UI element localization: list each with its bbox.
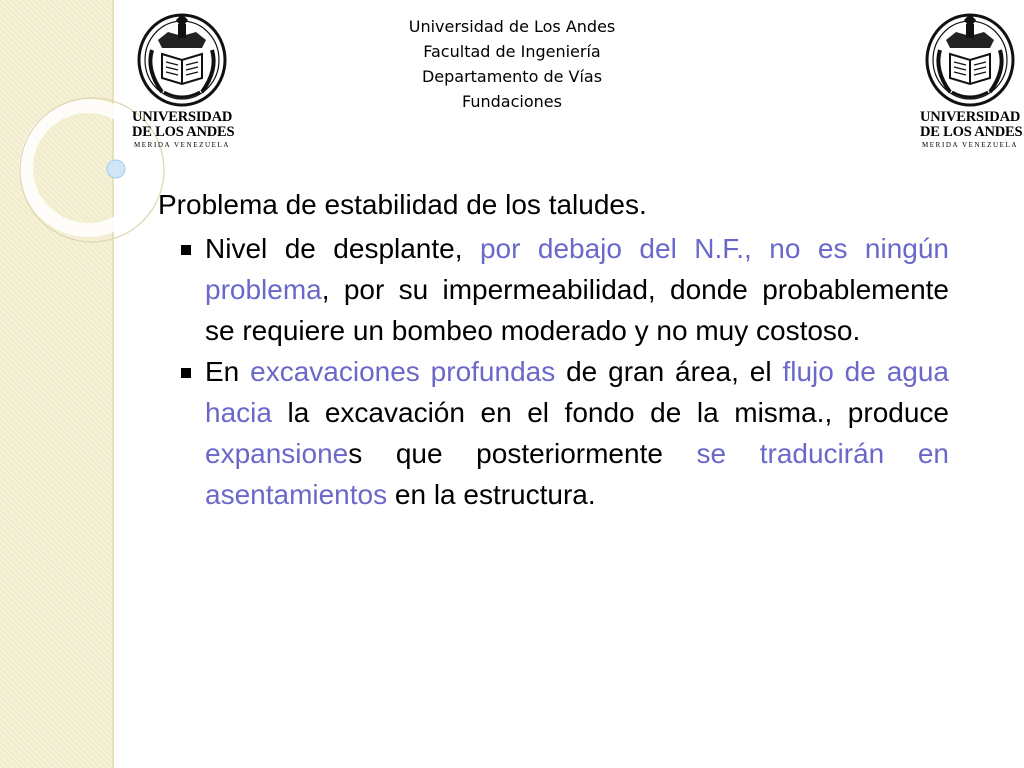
logo-name-line2: DE LOS ANDES [920, 124, 1023, 140]
bullet-item [205, 228, 949, 351]
bullet-text-segment: de gran área, el [555, 356, 783, 387]
decor-dot [107, 160, 125, 178]
logo-city: MERIDA VENEZUELA [133, 141, 231, 149]
bullet-text-highlight: se traducirán en asentamientos [205, 438, 949, 510]
university-logo-left [132, 10, 235, 152]
bullet-text-segment: en la estructura. [387, 479, 596, 510]
header-faculty: Facultad de Ingeniería [423, 42, 601, 61]
bullet-text-highlight: expansione [205, 438, 349, 469]
slide-header [280, 14, 744, 114]
bullet-text-segment: , por su impermeabilidad, donde probablemente se requiere un bombeo moderado y no muy costoso. [205, 274, 949, 346]
bullet-list [205, 228, 949, 515]
header-course: Fundaciones [462, 92, 562, 111]
logo-city: MERIDA VENEZUELA [921, 141, 1019, 149]
university-seal-icon [920, 10, 1020, 110]
header-department: Departamento de Vías [421, 67, 603, 86]
bullet-text-highlight: excavaciones profundas [250, 356, 556, 387]
bullet-text-segment: Nivel de desplante, [205, 233, 480, 264]
logo-name-line1: UNIVERSIDAD [920, 109, 1021, 125]
university-logo-right [920, 10, 1023, 152]
logo-name-line1: UNIVERSIDAD [132, 109, 233, 125]
bullet-text-segment: la excavación en el fondo de la misma., produce [271, 397, 949, 428]
square-bullet-icon [181, 354, 198, 395]
bullet-text [205, 233, 949, 346]
header-university: Universidad de Los Andes [408, 17, 616, 36]
square-bullet-icon [181, 231, 198, 272]
bullet-text-segment: s que posteriormente [348, 438, 697, 469]
bullet-item [205, 351, 949, 515]
university-seal-icon [132, 10, 232, 110]
slide-title: Problema de estabilidad de los taludes. [158, 189, 647, 220]
bullet-text [205, 356, 949, 510]
bullet-text-segment: En [205, 356, 251, 387]
bullet-text-highlight: flujo de agua hacia [205, 356, 949, 428]
logo-name-line2: DE LOS ANDES [132, 124, 235, 140]
bullet-text-highlight: por debajo del N.F., no es ningún problema [205, 233, 949, 305]
